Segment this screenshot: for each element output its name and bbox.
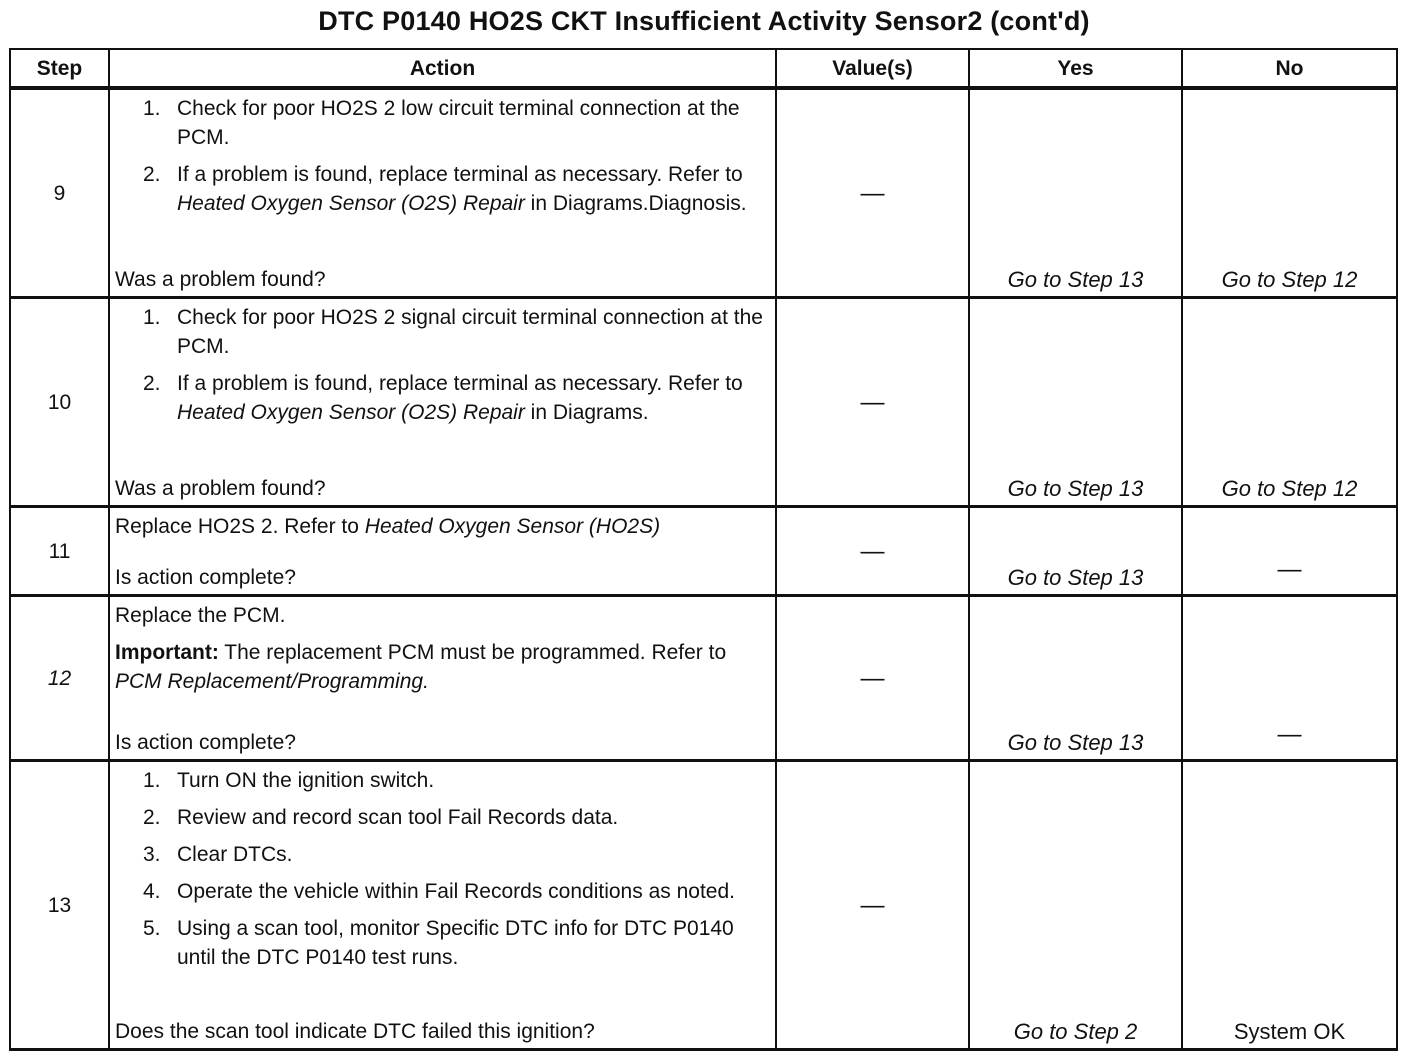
action-list xyxy=(115,94,769,226)
table-row xyxy=(10,761,1397,1050)
action-text: Replace the PCM. xyxy=(115,604,286,627)
action-list xyxy=(115,303,769,435)
no-cell: Go to Step 12 xyxy=(1182,88,1397,298)
header-row xyxy=(10,49,1397,88)
action-cell xyxy=(109,507,776,596)
action-cell xyxy=(109,88,776,298)
question-text: Was a problem found? xyxy=(115,268,326,291)
yes-cell: Go to Step 13 xyxy=(969,596,1182,761)
action-cell xyxy=(109,298,776,507)
list-item: 2. If a problem is found, replace terminal as necessary. Refer to Heated Oxygen Sensor (O2S) Repair in Diagrams. xyxy=(143,372,743,424)
step-cell: 11 xyxy=(10,507,109,596)
question-text: Was a problem found? xyxy=(115,477,326,500)
reference-link: Heated Oxygen Sensor (HO2S) xyxy=(364,515,661,538)
table-row xyxy=(10,298,1397,507)
step-cell: 9 xyxy=(10,88,109,298)
action-cell xyxy=(109,761,776,1050)
step-cell: 12 xyxy=(10,596,109,761)
question-text: Is action complete? xyxy=(115,731,296,754)
value-cell: — xyxy=(776,88,969,298)
list-item: 1. Check for poor HO2S 2 low circuit terminal connection at the PCM. xyxy=(143,97,740,149)
yes-cell: Go to Step 13 xyxy=(969,507,1182,596)
reference-link: Heated Oxygen Sensor (O2S) Repair xyxy=(177,192,525,215)
list-item: 1. Turn ON the ignition switch. xyxy=(143,769,435,792)
reference-link: Heated Oxygen Sensor (O2S) Repair xyxy=(177,401,525,424)
yes-cell: Go to Step 2 xyxy=(969,761,1182,1050)
table-row xyxy=(10,596,1397,761)
no-cell: Go to Step 12 xyxy=(1182,298,1397,507)
table-row xyxy=(10,88,1397,298)
no-cell: System OK xyxy=(1182,761,1397,1050)
diagnostic-table xyxy=(9,48,1398,1051)
action-cell xyxy=(109,596,776,761)
list-item: 3. Clear DTCs. xyxy=(143,843,293,866)
table-row xyxy=(10,507,1397,596)
header-no: No xyxy=(1182,49,1397,88)
action-text: Replace HO2S 2. Refer to Heated Oxygen Sensor (HO2S) xyxy=(115,515,661,538)
list-item: 2. Review and record scan tool Fail Records data. xyxy=(143,806,619,829)
yes-cell: Go to Step 13 xyxy=(969,298,1182,507)
no-cell: — xyxy=(1182,507,1397,596)
list-item: 5. Using a scan tool, monitor Specific DTC info for DTC P0140 until the DTC P0140 test runs. xyxy=(143,917,734,969)
header-action: Action xyxy=(109,49,776,88)
no-cell: — xyxy=(1182,596,1397,761)
important-note: Important: The replacement PCM must be programmed. Refer to PCM Replacement/Programming. xyxy=(115,641,727,693)
step-cell: 10 xyxy=(10,298,109,507)
list-item: 4. Operate the vehicle within Fail Records conditions as noted. xyxy=(143,880,735,903)
value-cell: — xyxy=(776,507,969,596)
question-text: Is action complete? xyxy=(115,566,296,589)
step-cell: 13 xyxy=(10,761,109,1050)
value-cell: — xyxy=(776,596,969,761)
list-item: 1. Check for poor HO2S 2 signal circuit terminal connection at the PCM. xyxy=(143,306,763,358)
header-step: Step xyxy=(10,49,109,88)
header-values: Value(s) xyxy=(776,49,969,88)
action-list xyxy=(115,766,769,980)
reference-link: PCM Replacement/Programming. xyxy=(115,670,429,693)
page-title: DTC P0140 HO2S CKT Insufficient Activity Sensor2 (cont'd) xyxy=(318,6,1090,36)
list-item: 2. If a problem is found, replace terminal as necessary. Refer to Heated Oxygen Sensor (O2S) Repair in Diagrams.Diagnosis. xyxy=(143,163,747,215)
question-text: Does the scan tool indicate DTC failed this ignition? xyxy=(115,1020,595,1043)
value-cell: — xyxy=(776,761,969,1050)
header-yes: Yes xyxy=(969,49,1182,88)
yes-cell: Go to Step 13 xyxy=(969,88,1182,298)
value-cell: — xyxy=(776,298,969,507)
